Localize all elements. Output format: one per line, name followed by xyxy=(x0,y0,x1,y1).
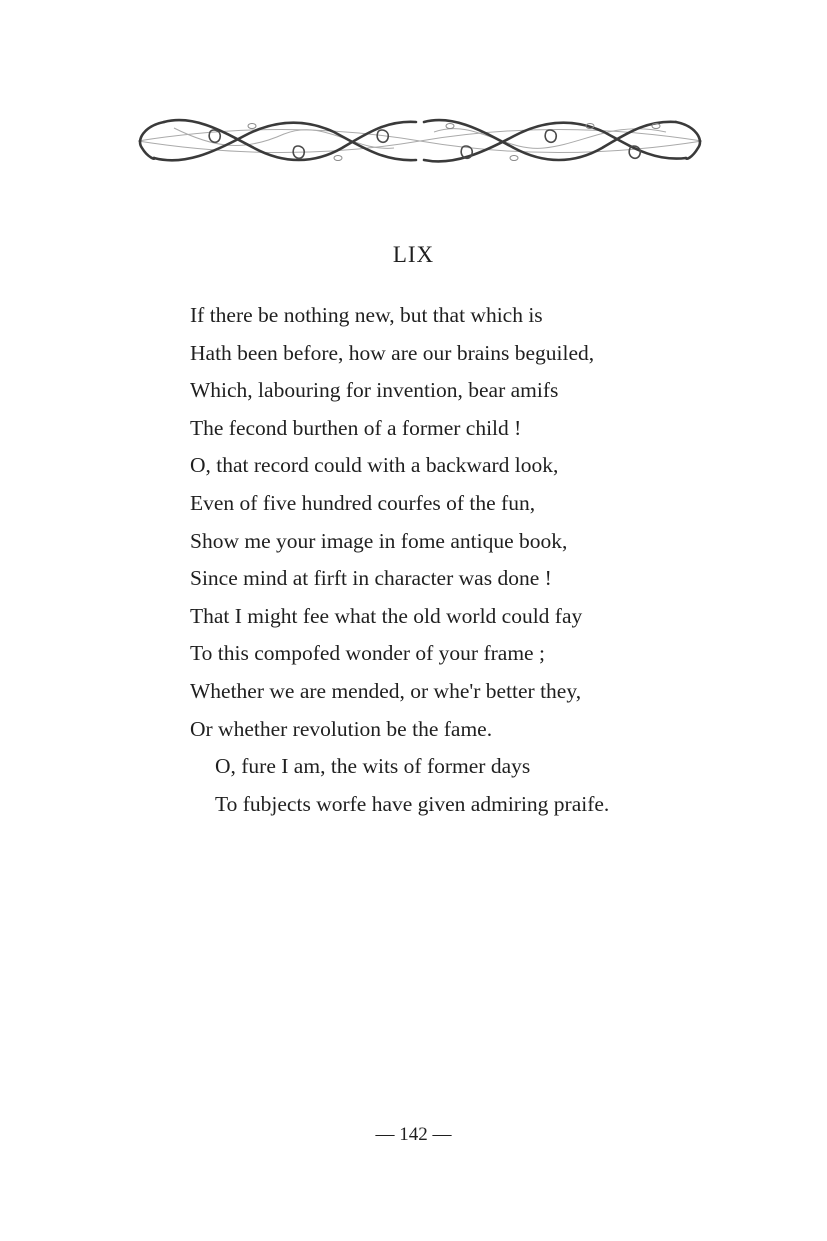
poem-line: O, that record could with a backward look, xyxy=(190,453,559,478)
poem-line: To this compofed wonder of your frame ; xyxy=(190,641,545,666)
page-number: — 142 — xyxy=(375,1124,452,1145)
sonnet-title: LIX xyxy=(392,242,435,267)
poem-line: If there be nothing new, but that which is xyxy=(190,303,543,327)
poem-line: Even of five hundred courfes of the fun, xyxy=(190,490,536,515)
poem-line: Which, labouring for invention, bear amifs xyxy=(190,378,559,403)
poem-body xyxy=(190,297,609,823)
poem-line: Hath been before, how are our brains beguiled, xyxy=(190,340,595,365)
poem-line: Whether we are mended, or whe'r better they, xyxy=(190,678,582,703)
scrollwork-border-icon xyxy=(134,112,706,170)
poem-line: Since mind at firft in character was done ! xyxy=(190,566,552,591)
poem-line: Show me your image in fome antique book, xyxy=(190,528,568,553)
poem-line: The fecond burthen of a former child ! xyxy=(190,415,522,440)
poem-line: That I might fee what the old world could fay xyxy=(190,603,583,628)
couplet-line: O, fure I am, the wits of former days xyxy=(215,754,531,779)
poem-line: Or whether revolution be the fame. xyxy=(190,716,493,741)
couplet-line: To fubjects worfe have given admiring praife. xyxy=(215,791,610,816)
